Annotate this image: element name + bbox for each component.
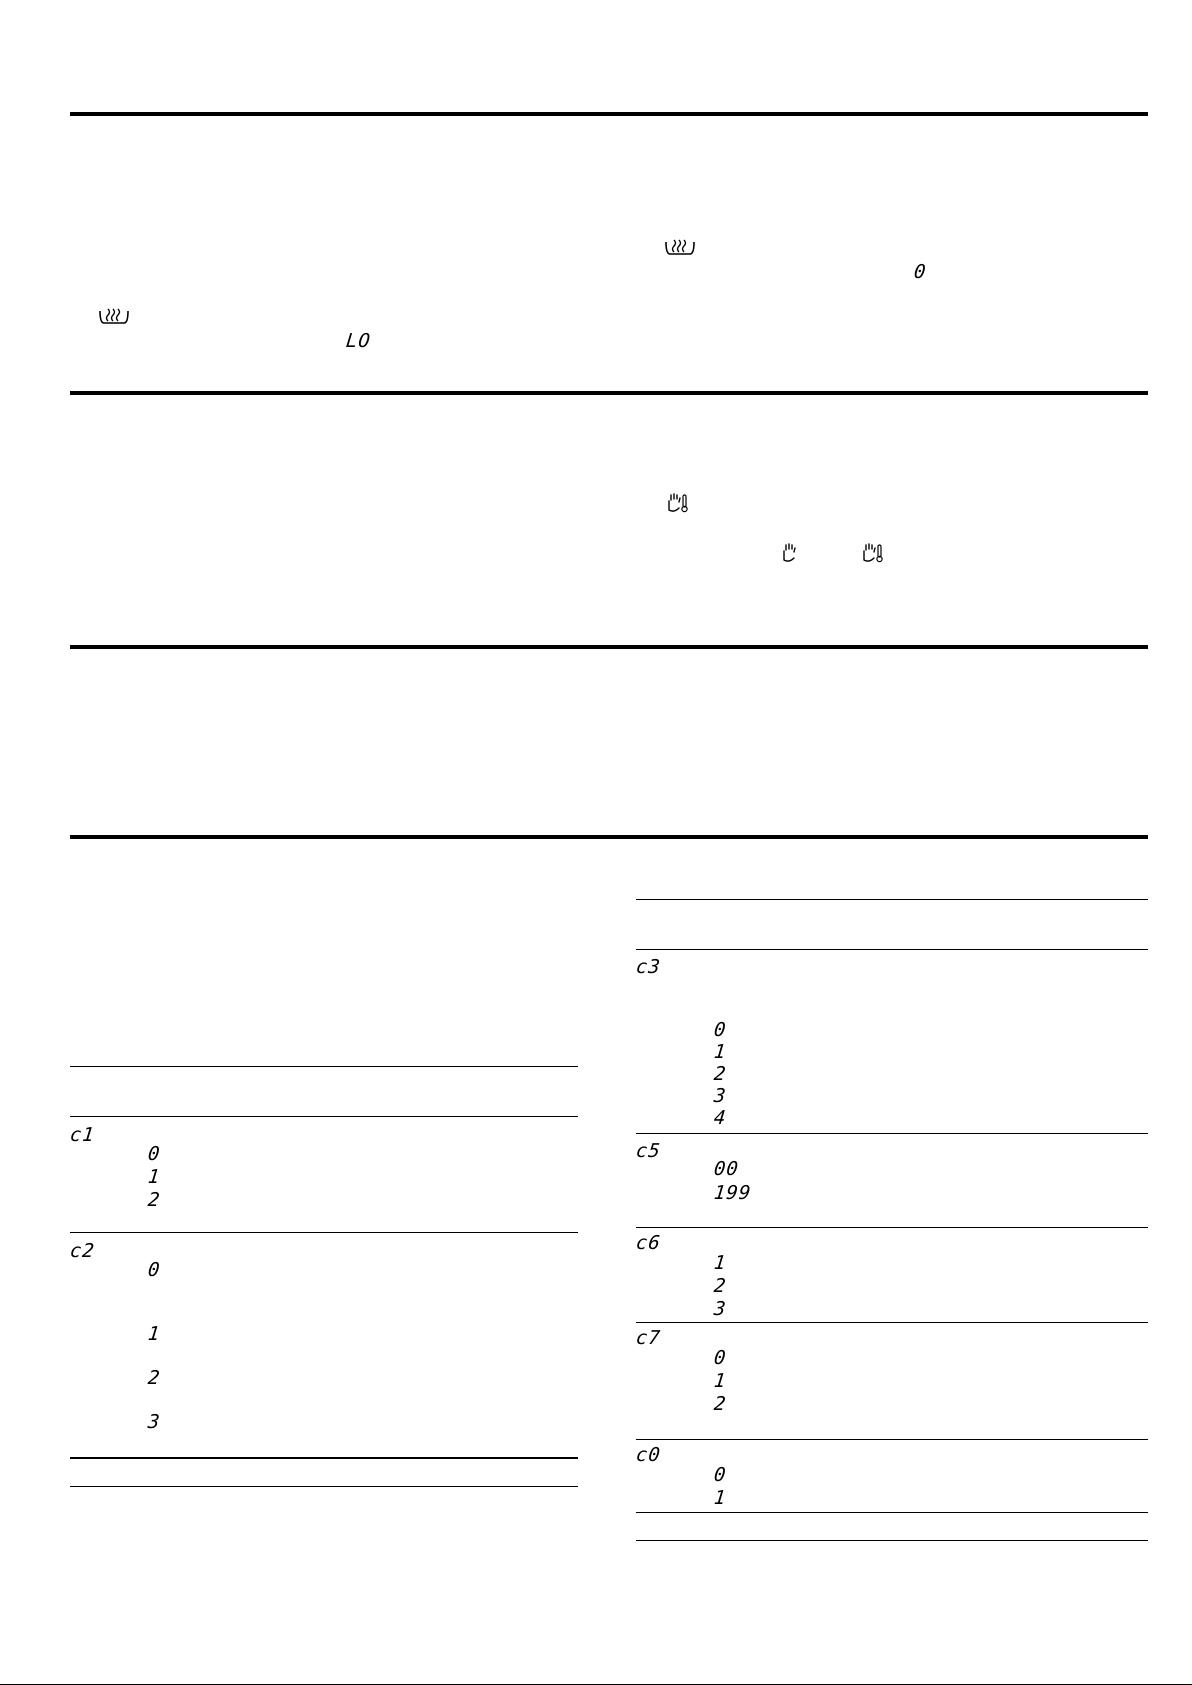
- table-left-header-rule: [70, 1116, 578, 1117]
- hand-thermometer-icon: [665, 492, 689, 519]
- table-row-value: 2: [712, 1275, 728, 1297]
- table-row-value: 1: [712, 1252, 728, 1274]
- table-row-value: 0: [146, 1143, 162, 1165]
- table-row-code: c6: [634, 1232, 663, 1254]
- table-right-bottom-rule: [636, 1512, 1148, 1513]
- display-lo: LO: [344, 330, 373, 352]
- table-row-value: 1: [146, 1166, 162, 1188]
- table-row-value: 0: [712, 1019, 728, 1041]
- table-row-code: c1: [68, 1124, 97, 1146]
- table-row-value: 1: [712, 1370, 728, 1392]
- table-row-value: 1: [712, 1487, 728, 1509]
- section-divider-2: [70, 391, 1148, 395]
- hand-icon: [780, 542, 798, 569]
- table-left-row-rule: [70, 1232, 578, 1233]
- table-right-header-rule: [636, 949, 1148, 950]
- table-right-row-rule: [636, 1322, 1148, 1323]
- table-row-value: 2: [146, 1189, 162, 1211]
- table-row-value: 0: [712, 1464, 728, 1486]
- table-row-value: 2: [712, 1393, 728, 1415]
- table-row-value: 1: [146, 1323, 162, 1345]
- heat-waves-icon: [98, 307, 130, 332]
- section-divider-3: [70, 645, 1148, 649]
- section-divider-4: [70, 835, 1148, 839]
- table-row-value: 4: [712, 1107, 728, 1129]
- table-row-value: 3: [712, 1085, 728, 1107]
- table-row-value: 0: [146, 1259, 162, 1281]
- table-right-row-rule: [636, 1133, 1148, 1134]
- table-row-code: c3: [634, 956, 663, 978]
- table-right-row-rule: [636, 1227, 1148, 1228]
- table-right-footer-rule: [636, 1540, 1148, 1541]
- table-right-row-rule: [636, 1439, 1148, 1440]
- table-row-value: 199: [712, 1182, 753, 1204]
- table-row-code: c7: [634, 1327, 663, 1349]
- display-zero: 0: [912, 261, 928, 283]
- table-row-value: 2: [712, 1063, 728, 1085]
- table-row-code: c5: [634, 1140, 663, 1162]
- heat-waves-icon: [664, 238, 696, 263]
- section-divider-1: [70, 112, 1148, 116]
- table-left-footer-rule: [70, 1486, 578, 1487]
- table-row-value: 1: [712, 1041, 728, 1063]
- table-row-value: 3: [146, 1411, 162, 1433]
- hand-thermometer-icon: [860, 542, 884, 569]
- table-row-code: c0: [634, 1444, 663, 1466]
- table-row-value: 0: [712, 1347, 728, 1369]
- table-row-value: 00: [712, 1158, 741, 1180]
- table-row-value: 3: [712, 1298, 728, 1320]
- table-row-code: c2: [68, 1240, 97, 1262]
- table-right-top-rule: [636, 899, 1148, 900]
- table-left-top-rule: [70, 1066, 578, 1067]
- table-left-bottom-rule: [70, 1457, 578, 1459]
- table-row-value: 2: [146, 1367, 162, 1389]
